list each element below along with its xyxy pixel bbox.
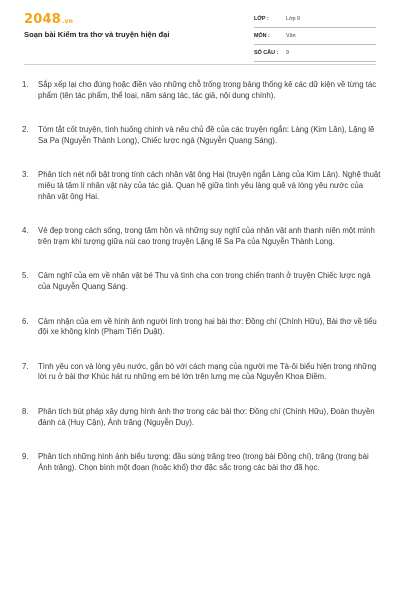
question-item xyxy=(22,80,382,101)
meta-value: Văn xyxy=(286,33,296,39)
question-number: 1. xyxy=(22,80,29,89)
question-number: 5. xyxy=(22,271,29,281)
meta-row-question-count xyxy=(254,48,376,62)
question-text: Tình yêu con và lòng yêu nước, gắn bó với cách mạng của người mẹ Tà-ôi biểu hiện trong những lời ru ở bài thơ Khúc hát ru những em bé lớn trên lưng mẹ của Nguyễn Khoa Điềm. xyxy=(38,361,377,382)
meta-row-subject xyxy=(254,31,376,45)
logo-domain: .vn xyxy=(61,18,74,25)
question-text: Phân tích những hình ảnh biểu tượng: đầu súng trăng treo (trong bài Đồng chí), trăng (trong bài Ánh trăng). Chọn bình một đoạn (hoặc khổ) thơ đặc sắc trong các bài thơ đã học. xyxy=(38,452,369,472)
question-number: 4. xyxy=(22,226,29,236)
header-divider xyxy=(24,64,376,65)
question-number: 2. xyxy=(22,125,29,135)
question-list xyxy=(22,80,382,473)
question-number: 6. xyxy=(22,316,29,326)
document-title: Soạn bài Kiểm tra thơ và truyện hiện đại xyxy=(24,30,170,39)
meta-label: SỐ CÂU : xyxy=(254,50,279,56)
question-item xyxy=(22,271,382,292)
question-text: Sắp xếp lại cho đúng hoặc điền vào những chỗ trống trong bảng thống kê các dữ kiện về từng tác phẩm (tên tác phẩm, thể loại, năm sáng tác, tác giả, nội dung chính). xyxy=(38,80,377,100)
question-item xyxy=(22,226,382,247)
logo-text: 2048 xyxy=(24,12,61,27)
meta-label: LỚP : xyxy=(254,16,269,22)
question-text: Cảm nghĩ của em về nhân vật bé Thu và tình cha con trong chiến tranh ở truyện Chiếc lược ngà của Nguyễn Quang Sáng. xyxy=(38,271,371,291)
meta-info-box xyxy=(254,14,376,65)
meta-label: MÔN : xyxy=(254,33,270,39)
question-number: 7. xyxy=(22,361,29,371)
site-logo[interactable] xyxy=(24,12,73,27)
question-item xyxy=(22,452,382,473)
question-number: 8. xyxy=(22,406,29,416)
question-item xyxy=(22,362,382,383)
question-text: Cảm nhận của em về hình ảnh người lính trong hai bài thơ: Đồng chí (Chính Hữu), Bài thơ về tiểu đội xe không kính (Phạm Tiến Duật). xyxy=(38,316,377,337)
question-text: Phân tích bút pháp xây dựng hình ảnh thơ trong các bài thơ: Đồng chí (Chính Hữu), Đoàn thuyền đánh cá (Huy Cận), Ánh trăng (Nguyễn Duy). xyxy=(38,406,375,427)
page-header xyxy=(0,0,400,62)
question-number: 9. xyxy=(22,452,29,462)
question-text: Tóm tắt cốt truyện, tình huống chính và nêu chủ đề của các truyện ngắn: Làng (Kim Lân), Lặng lẽ Sa Pa (Nguyễn Thành Long), Chiếc lược ngà (Nguyễn Quang Sáng). xyxy=(38,125,375,145)
meta-value: Lớp 9 xyxy=(286,16,301,22)
question-item xyxy=(22,125,382,146)
question-text: Phân tích nét nổi bật trong tính cách nhân vật ông Hai (truyện ngắn Làng của Kim Lân). Nghệ thuật miêu tả tâm lí nhân vật này của tác giả. Quan hệ giữa tình yêu làng quê và lòng yêu nước của nhân vật ông Hai. xyxy=(38,170,381,201)
question-item xyxy=(22,170,382,202)
meta-value: 9 xyxy=(286,50,289,56)
meta-row-class xyxy=(254,14,376,28)
question-item xyxy=(22,407,382,428)
question-number: 3. xyxy=(22,170,29,180)
question-text: Vẻ đẹp trong cách sống, trong tâm hồn và những suy nghĩ của nhân vật anh thanh niên một mình trên trạm khí tượng giữa núi cao trong truyện Lặng lẽ Sa Pa của Nguyễn Thành Long. xyxy=(38,226,375,246)
question-item xyxy=(22,317,382,338)
